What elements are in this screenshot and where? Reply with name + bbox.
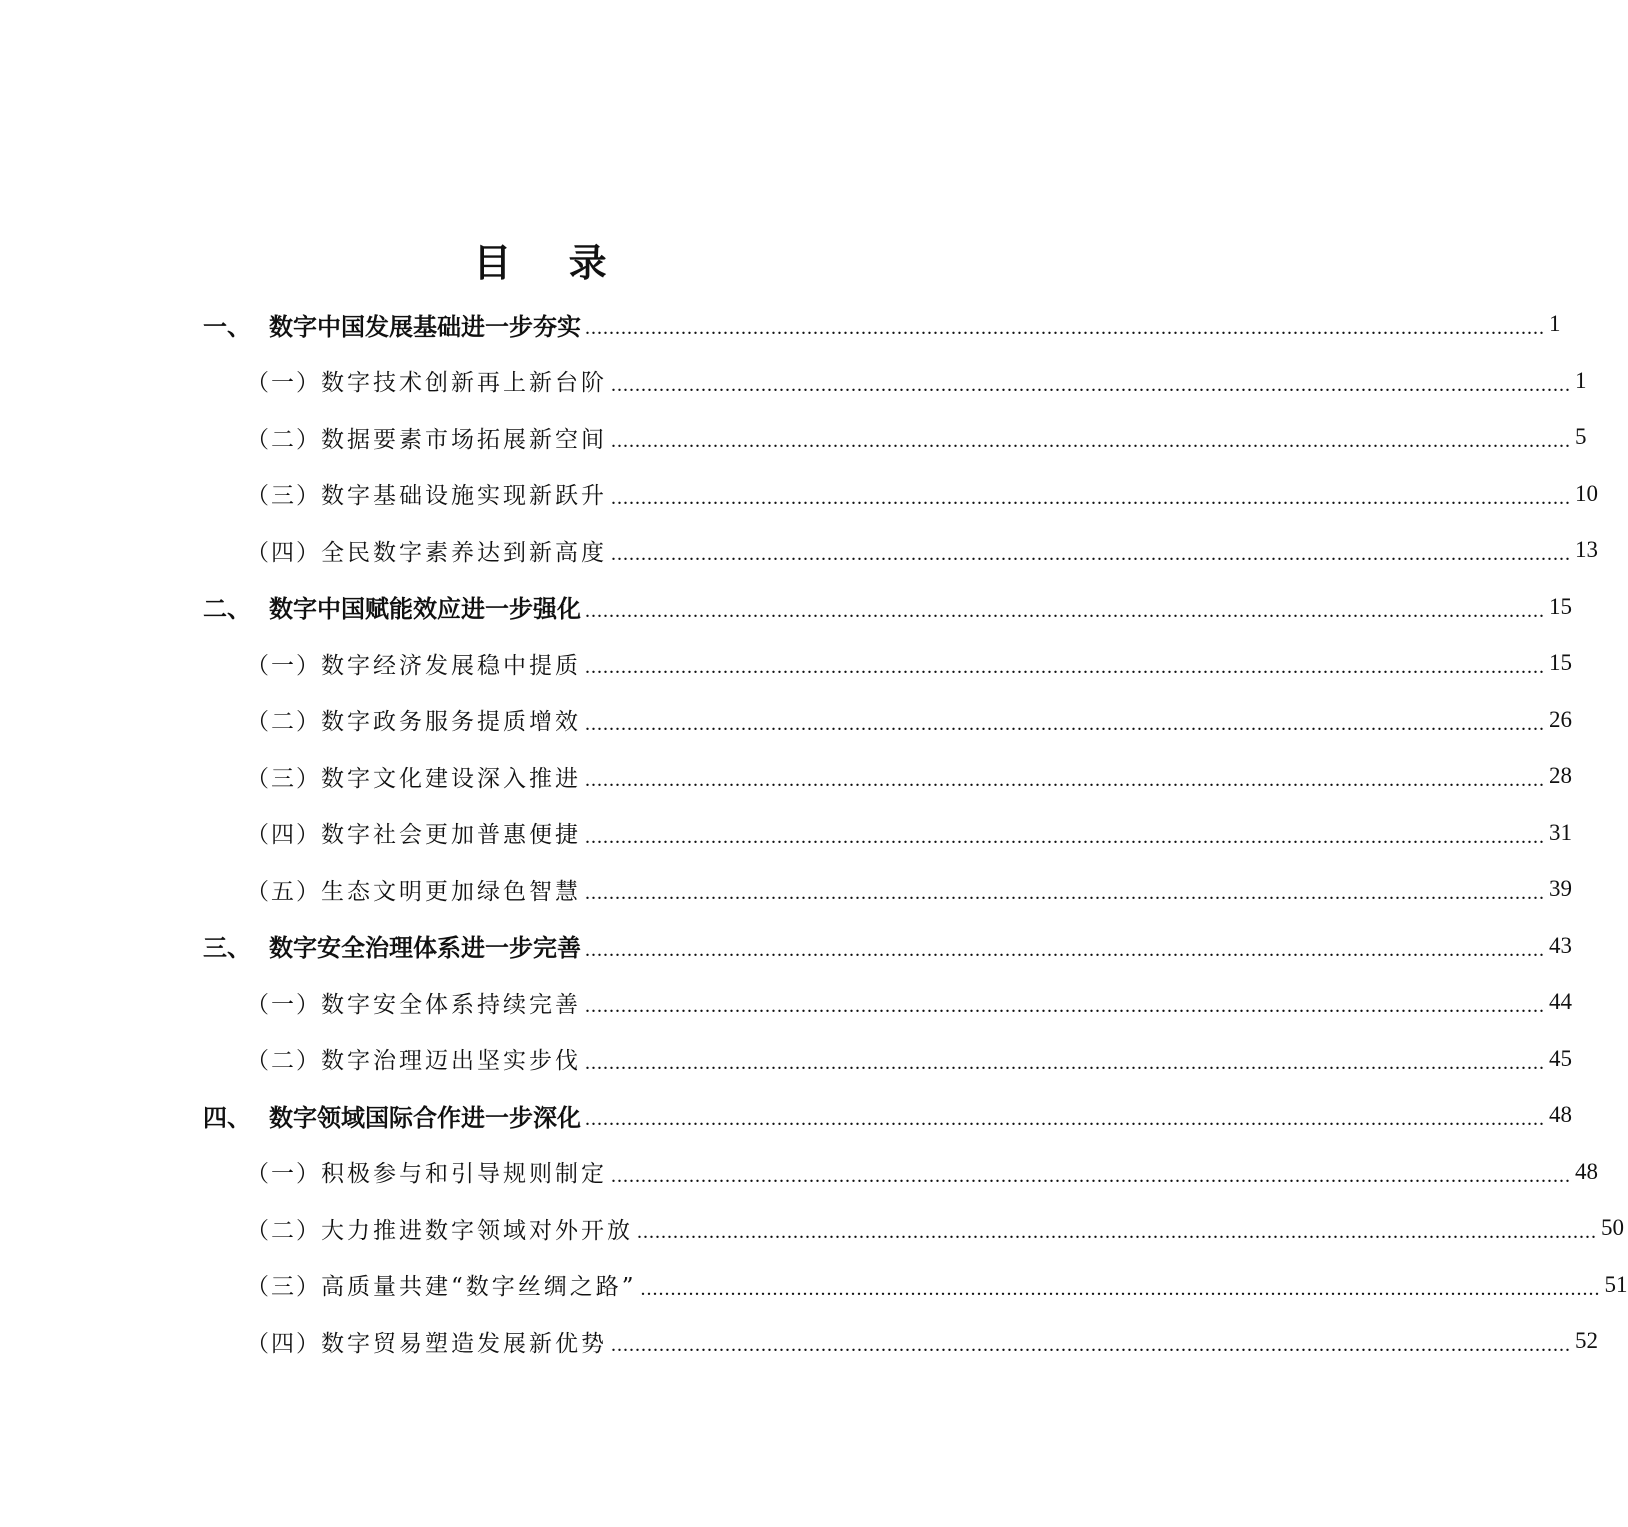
toc-entry-title: 数字社会更加普惠便捷 (321, 822, 581, 849)
toc-entry-title: 数字经济发展稳中提质 (321, 652, 581, 679)
toc-section-entry[interactable] (0, 805, 1572, 862)
dot-leader: ................................................................................................................................................................ (585, 1051, 1545, 1074)
toc-entry-title: 数字领域国际合作进一步深化 (269, 1103, 581, 1132)
toc-page-number: 1 (1575, 367, 1587, 393)
toc-entry-title: 高质量共建“数字丝绸之路” (321, 1274, 637, 1301)
toc-section-entry[interactable] (0, 974, 1572, 1031)
toc-page-number: 13 (1575, 537, 1598, 563)
toc-entry-number: （一） (246, 1161, 321, 1188)
toc-entry-title: 数字安全体系持续完善 (321, 991, 581, 1018)
toc-entry-number: 四、 (203, 1103, 251, 1132)
toc-page-number: 26 (1549, 706, 1572, 732)
toc-section-entry[interactable] (0, 1257, 1628, 1314)
toc-entry-number: 一、 (203, 312, 251, 341)
toc-page-number: 1 (1549, 311, 1561, 337)
toc-entry-number: （四） (246, 1330, 321, 1357)
toc-page-number: 48 (1549, 1102, 1572, 1128)
page-title: 目 录 (473, 241, 629, 285)
toc-section-entry[interactable] (0, 1144, 1598, 1201)
toc-entry-number: （五） (246, 878, 321, 905)
toc-section-entry[interactable] (0, 466, 1598, 523)
toc-section-entry[interactable] (0, 1200, 1624, 1257)
dot-leader: ................................................................................................................................................................ (585, 317, 1545, 340)
toc-page-number: 44 (1549, 989, 1572, 1015)
toc-entry-number: 三、 (203, 934, 251, 963)
toc-section-entry[interactable] (0, 861, 1572, 918)
dot-leader: ................................................................................................................................................................ (585, 995, 1545, 1018)
toc-entry-title: 数字文化建设深入推进 (321, 765, 581, 792)
dot-leader: ................................................................................................................................................................ (640, 1277, 1601, 1300)
toc-page-number: 48 (1575, 1158, 1598, 1184)
toc-page-number: 10 (1575, 480, 1598, 506)
toc-entry-title: 数字中国发展基础进一步夯实 (269, 312, 581, 341)
dot-leader: ................................................................................................................................................................ (637, 1221, 1597, 1244)
toc-entry-number: （一） (246, 370, 321, 397)
toc-entry-number: （三） (246, 765, 321, 792)
toc-entry-title: 数字技术创新再上新台阶 (321, 370, 607, 397)
toc-section-entry[interactable] (0, 353, 1587, 410)
toc-section-entry[interactable] (0, 1031, 1572, 1088)
toc-section-entry[interactable] (0, 692, 1572, 749)
toc-entry-title: 数字中国赋能效应进一步强化 (269, 595, 581, 624)
toc-page-number: 31 (1549, 819, 1572, 845)
toc-page-number: 50 (1601, 1215, 1624, 1241)
toc-section-entry[interactable] (0, 409, 1587, 466)
toc-chapter-entry[interactable] (0, 1087, 1572, 1144)
toc-entry-title: 大力推进数字领域对外开放 (321, 1217, 633, 1244)
toc-entry-title: 数字安全治理体系进一步完善 (269, 934, 581, 963)
toc-entry-number: （三） (246, 483, 321, 510)
dot-leader: ................................................................................................................................................................ (611, 1334, 1571, 1357)
toc-entry-title: 数字政务服务提质增效 (321, 709, 581, 736)
dot-leader: ................................................................................................................................................................ (585, 825, 1545, 848)
toc-entry-title: 数字治理迈出坚实步伐 (321, 1048, 581, 1075)
toc-entry-number: （四） (246, 539, 321, 566)
dot-leader: ................................................................................................................................................................ (585, 769, 1545, 792)
toc-page-number: 52 (1575, 1328, 1598, 1354)
toc-entry-number: （二） (246, 426, 321, 453)
toc-entry-title: 生态文明更加绿色智慧 (321, 878, 581, 905)
table-of-contents (0, 296, 1628, 1370)
toc-page-number: 39 (1549, 876, 1572, 902)
toc-entry-number: （四） (246, 822, 321, 849)
toc-entry-number: （二） (246, 1217, 321, 1244)
toc-entry-title: 数字基础设施实现新跃升 (321, 483, 607, 510)
dot-leader: ................................................................................................................................................................ (585, 656, 1545, 679)
toc-entry-title: 积极参与和引导规则制定 (321, 1161, 607, 1188)
dot-leader: ................................................................................................................................................................ (585, 712, 1545, 735)
toc-page-number: 43 (1549, 932, 1572, 958)
toc-entry-number: （二） (246, 709, 321, 736)
dot-leader: ................................................................................................................................................................ (585, 882, 1545, 905)
toc-chapter-entry[interactable] (0, 296, 1561, 353)
toc-section-entry[interactable] (0, 1313, 1598, 1370)
toc-page-number: 15 (1549, 593, 1572, 619)
toc-entry-number: （一） (246, 652, 321, 679)
toc-entry-title: 数字贸易塑造发展新优势 (321, 1330, 607, 1357)
toc-page-number: 15 (1549, 650, 1572, 676)
toc-chapter-entry[interactable] (0, 918, 1572, 975)
toc-section-entry[interactable] (0, 522, 1598, 579)
toc-chapter-entry[interactable] (0, 579, 1572, 636)
dot-leader: ................................................................................................................................................................ (611, 486, 1571, 509)
toc-entry-title: 全民数字素养达到新高度 (321, 539, 607, 566)
dot-leader: ................................................................................................................................................................ (585, 938, 1545, 961)
dot-leader: ................................................................................................................................................................ (585, 599, 1545, 622)
toc-page-number: 5 (1575, 424, 1587, 450)
toc-entry-number: （二） (246, 1048, 321, 1075)
dot-leader: ................................................................................................................................................................ (611, 430, 1571, 453)
toc-page-number: 51 (1604, 1271, 1628, 1297)
dot-leader: ................................................................................................................................................................ (585, 1108, 1545, 1131)
dot-leader: ................................................................................................................................................................ (611, 373, 1571, 396)
toc-page-number: 45 (1549, 1045, 1572, 1071)
toc-entry-number: （一） (246, 991, 321, 1018)
dot-leader: ................................................................................................................................................................ (611, 543, 1571, 566)
toc-section-entry[interactable] (0, 635, 1572, 692)
dot-leader: ................................................................................................................................................................ (611, 1164, 1571, 1187)
toc-entry-title: 数据要素市场拓展新空间 (321, 426, 607, 453)
toc-page-number: 28 (1549, 763, 1572, 789)
toc-entry-number: （三） (246, 1274, 321, 1301)
toc-section-entry[interactable] (0, 748, 1572, 805)
toc-entry-number: 二、 (203, 595, 251, 624)
